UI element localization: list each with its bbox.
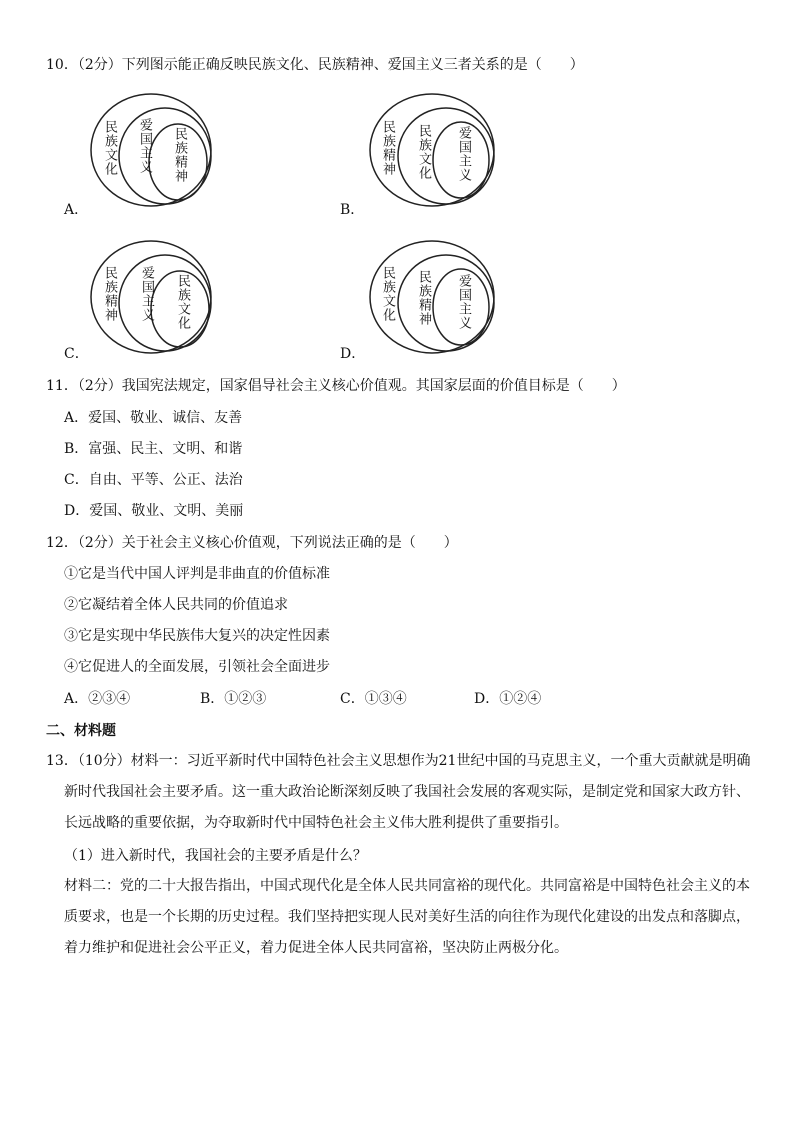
- venn-c-outer-label: 民族精神: [102, 266, 117, 322]
- q13-material-1: [46, 746, 758, 839]
- venn-c-inner-label: 民族文化: [175, 274, 190, 330]
- q13-material-2: 材料二：党的二十大报告指出，中国式现代化是全体人民共同富裕的现代化。共同富裕是中国特色社会主义的本质要求，也是一个长期的历史过程。我们坚持把实现人民对美好生活的向往作为现代化建设的出发点和落脚点，着力维护和促进社会公平正义，着力促进全体人民共同富裕，坚决防止两极分化。: [64, 878, 750, 956]
- q12-option-d: D．①②④: [474, 691, 542, 707]
- q13-sub-question-1: （1）进入新时代，我国社会的主要矛盾是什么？: [64, 848, 367, 864]
- q13-material-1-text: 13．（10分）材料一：习近平新时代中国特色社会主义思想作为21世纪中国的马克思主义，一个重大贡献就是明确新时代我国社会主要矛盾。这一重大政治论断深刻反映了我国社会发展的客观实际，是制定党和国家大政方针、长远战略的重要依据，为夺取新时代中国特色社会主义伟大胜利提供了重要指引。: [46, 753, 751, 831]
- q12-option-c: C．①③④: [340, 691, 407, 707]
- venn-b-middle-label: 民族文化: [416, 124, 431, 180]
- venn-d-middle-label: 民族精神: [416, 270, 431, 326]
- q12-statement-2: ②它凝结着全体人民共同的价值追求: [64, 597, 288, 613]
- venn-a-inner-label: 民族精神: [172, 127, 187, 183]
- q10-stem: 10．（2分）下列图示能正确反映民族文化、民族精神、爱国主义三者关系的是（ ）: [46, 57, 584, 73]
- q12-option-b: B．①②③: [200, 691, 267, 707]
- venn-c-middle-label: 爱国主义: [139, 266, 154, 322]
- q12-statement-1: ①它是当代中国人评判是非曲直的价值标准: [64, 566, 330, 582]
- q12-statement-4: ④它促进人的全面发展，引领社会全面进步: [64, 659, 330, 675]
- venn-d-outer-label: 民族文化: [380, 266, 395, 322]
- option-b-label: B．: [340, 202, 365, 218]
- q11-option-c: C．自由、平等、公正、法治: [64, 472, 243, 488]
- q11-option-d: D．爱国、敬业、文明、美丽: [64, 503, 244, 519]
- venn-a-middle-label: 爱国主义: [137, 118, 152, 174]
- venn-d-inner-label: 爱国主义: [456, 274, 471, 330]
- venn-a-outer-label: 民族文化: [102, 120, 117, 176]
- q12-stem: 12．（2分）关于社会主义核心价值观，下列说法正确的是（ ）: [46, 535, 458, 551]
- venn-b-outer-label: 民族精神: [380, 120, 395, 176]
- q11-option-b: B．富强、民主、文明、和谐: [64, 441, 243, 457]
- option-c-label: C．: [64, 346, 89, 362]
- q11-option-a: A．爱国、敬业、诚信、友善: [64, 410, 243, 426]
- section-heading: 二、材料题: [46, 723, 116, 739]
- q12-statement-3: ③它是实现中华民族伟大复兴的决定性因素: [64, 628, 330, 644]
- option-a-label: A．: [64, 202, 89, 218]
- q11-stem: 11．（2分）我国宪法规定，国家倡导社会主义核心价值观。其国家层面的价值目标是（ ）: [46, 378, 626, 394]
- venn-b-inner-label: 爱国主义: [456, 126, 471, 182]
- option-d-label: D．: [340, 346, 366, 362]
- q12-option-a: A．②③④: [64, 691, 131, 707]
